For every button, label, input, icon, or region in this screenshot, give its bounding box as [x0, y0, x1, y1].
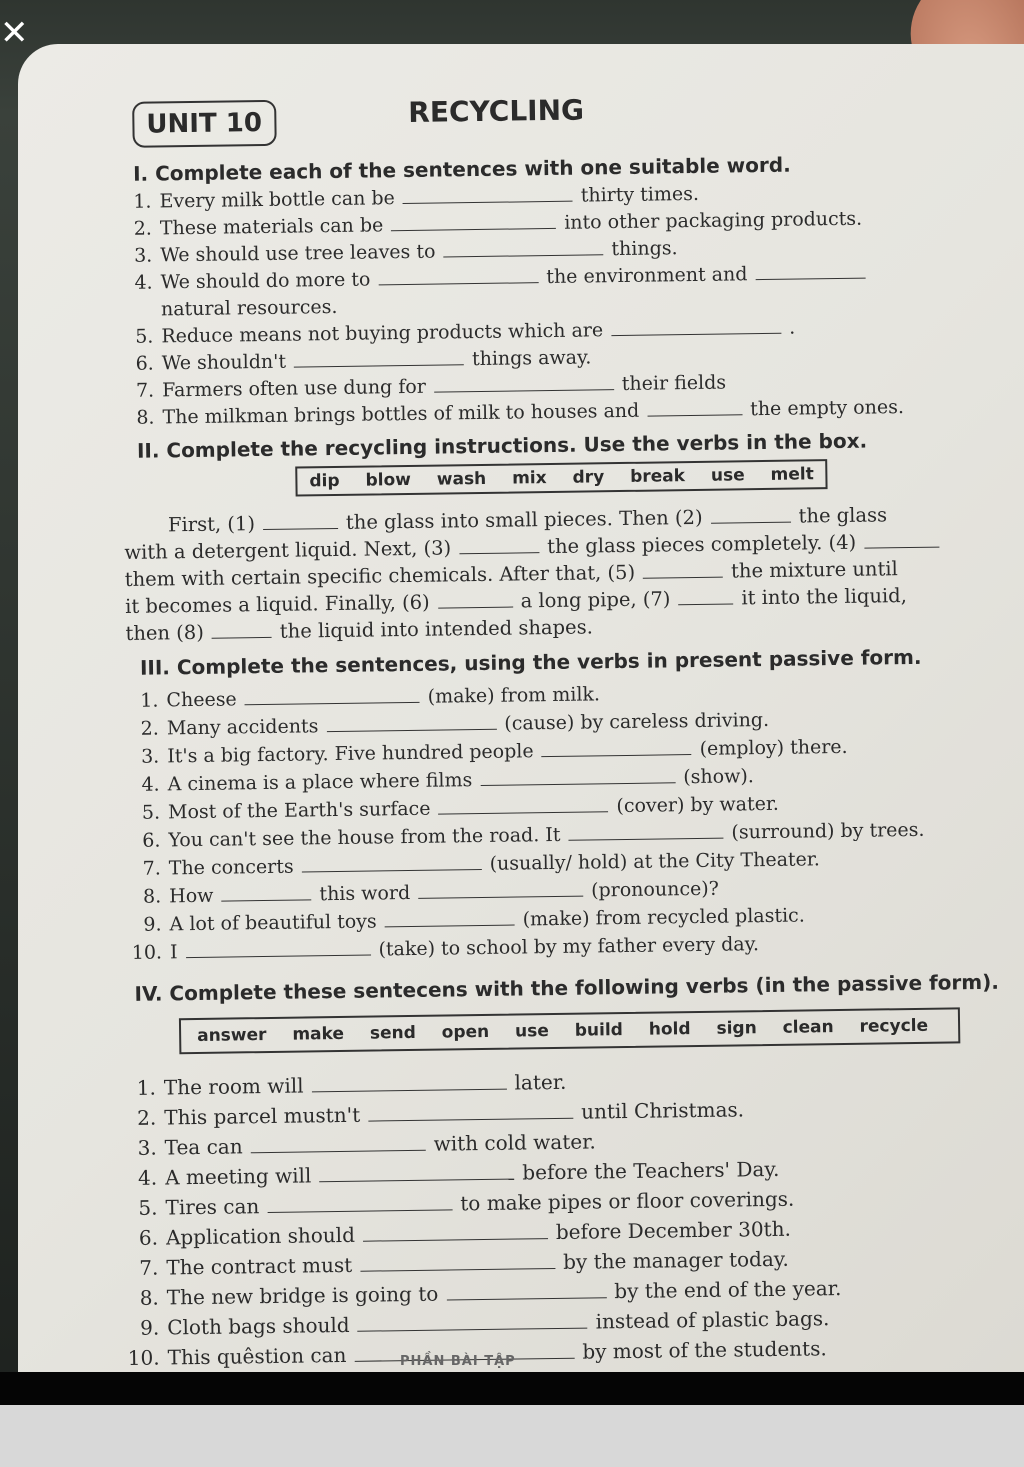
answer-blank[interactable]	[611, 319, 781, 336]
para-text: it becomes a liquid. Finally, (6)	[124, 590, 430, 618]
s4-item-5	[125, 1187, 794, 1220]
item-text: A meeting will	[164, 1163, 312, 1190]
item-text: You can't see the house from the road. It	[168, 823, 561, 852]
verb: clean	[782, 1017, 834, 1038]
s1-item-4-cont	[121, 296, 338, 321]
item-text: I	[169, 941, 178, 964]
item-text: Tires can	[165, 1194, 260, 1220]
item-text: We should do more to	[160, 268, 371, 294]
item-number: 5.	[138, 1195, 158, 1220]
para-text: a long pipe, (7)	[520, 587, 671, 613]
item-text-end: instead of plastic bags.	[595, 1306, 830, 1334]
item-text-end: by the manager today.	[562, 1246, 789, 1274]
item-text: We shouldn't	[161, 350, 287, 375]
answer-blank[interactable]	[368, 1104, 573, 1122]
item-text-end: (make) from milk.	[427, 683, 601, 708]
s4-item-4	[125, 1157, 780, 1190]
item-text: The new bridge is going to	[166, 1281, 439, 1310]
answer-blank[interactable]	[294, 350, 464, 367]
item-text: Reduce means not buying products which are	[161, 319, 604, 348]
para-text: with a detergent liquid. Next, (3)	[124, 536, 452, 564]
item-number: 2.	[140, 717, 160, 740]
item-number: 1.	[136, 1075, 157, 1100]
item-number: 9.	[143, 913, 162, 936]
answer-blank[interactable]	[418, 882, 583, 899]
item-text: We should use tree leaves to	[160, 240, 436, 267]
item-text-end: .	[788, 316, 796, 339]
answer-blank-8[interactable]	[212, 623, 272, 639]
photo-bottom-edge	[0, 1372, 1024, 1405]
page-footer-text: PHẦN BÀI TẬP	[400, 1354, 516, 1369]
item-text-end: by most of the students.	[582, 1336, 827, 1364]
s1-item-1	[119, 183, 699, 213]
item-text-end: things.	[611, 237, 678, 261]
item-number: 7.	[139, 1255, 159, 1280]
section-2-heading: II. Complete the recycling instructions. Use the verbs in the box.	[136, 428, 868, 463]
s3-item-2	[127, 709, 769, 740]
item-text: Application should	[165, 1222, 356, 1250]
verb: use	[514, 1021, 550, 1042]
item-text-end: before December 30th.	[555, 1216, 792, 1244]
item-number: 6.	[135, 352, 154, 375]
answer-blank[interactable]	[302, 855, 482, 873]
para-text: the mixture until	[730, 557, 898, 583]
item-number: 6.	[138, 1225, 159, 1250]
item-text: These materials can be	[159, 214, 384, 240]
item-text-end: thirty times.	[580, 182, 700, 207]
verb: wash	[436, 468, 487, 490]
answer-blank[interactable]	[245, 688, 420, 705]
close-icon[interactable]: ✕	[0, 13, 29, 53]
item-number: 8.	[139, 1285, 159, 1310]
verb-box-4	[179, 1007, 960, 1054]
answer-blank[interactable]	[185, 941, 370, 959]
answer-blank[interactable]	[480, 768, 675, 786]
item-text: Every milk bottle can be	[159, 187, 395, 213]
answer-blank-6[interactable]	[438, 593, 513, 609]
item-text-end: things away.	[471, 346, 592, 371]
answer-blank[interactable]	[434, 375, 614, 393]
unit-label: UNIT 10	[132, 100, 276, 148]
s4-item-2	[124, 1097, 744, 1130]
para-text: First, (1)	[167, 512, 256, 537]
item-text-end: (surround) by trees.	[731, 818, 925, 844]
item-text-end: until Christmas.	[580, 1097, 745, 1124]
answer-blank[interactable]	[385, 911, 515, 928]
s1-item-3	[120, 237, 678, 267]
s3-item-9	[129, 904, 804, 935]
para-text: the glass into small pieces. Then (2)	[345, 505, 703, 534]
item-text-end: (usually/ hold) at the City Theater.	[489, 848, 821, 875]
answer-blank[interactable]	[403, 187, 573, 204]
s1-item-6	[122, 346, 592, 375]
item-number: 3.	[137, 1135, 157, 1160]
section-3-heading: III. Complete the sentences, using the verbs in present passive form.	[139, 644, 922, 680]
answer-blank[interactable]	[221, 885, 311, 901]
item-text: A cinema is a place where films	[167, 769, 473, 796]
s4-item-1	[124, 1070, 567, 1100]
worksheet-page	[18, 44, 1024, 1372]
item-text: natural resources.	[160, 295, 338, 321]
item-text-end: with cold water.	[433, 1129, 596, 1156]
s3-item-5	[128, 793, 779, 824]
verb: blow	[365, 469, 412, 491]
item-text: Tea can	[164, 1134, 243, 1160]
answer-blank[interactable]	[311, 1075, 506, 1093]
item-number: 6.	[142, 829, 161, 852]
verb: hold	[648, 1019, 691, 1040]
item-number: 10.	[127, 1345, 160, 1370]
verb: recycle	[859, 1015, 929, 1037]
item-text-end: (make) from recycled plastic.	[522, 904, 805, 931]
s3-item-6	[128, 819, 924, 852]
s4-item-6	[126, 1217, 791, 1250]
s1-item-2	[120, 208, 863, 240]
s4-item-9	[127, 1306, 830, 1340]
answer-blank-7[interactable]	[678, 589, 733, 605]
answer-blank[interactable]	[446, 1283, 606, 1300]
item-text-end: the environment and	[546, 263, 748, 289]
item-text-end: (employ) there.	[699, 735, 848, 760]
s1-item-5	[121, 317, 795, 348]
item-number: 2.	[133, 217, 153, 240]
item-text-end: (cause) by careless driving.	[504, 708, 770, 735]
s3-item-1	[126, 683, 600, 712]
verb: dip	[309, 470, 340, 492]
item-number: 1.	[140, 689, 159, 712]
item-number: 8.	[136, 406, 155, 429]
s2-line-5	[125, 615, 593, 645]
item-number: 1.	[133, 190, 152, 213]
answer-blank[interactable]	[443, 240, 603, 257]
s1-item-7	[122, 372, 726, 402]
verb: open	[441, 1021, 490, 1043]
para-text: the liquid into intended shapes.	[279, 615, 593, 643]
answer-blank-5[interactable]	[643, 563, 723, 579]
item-number: 3.	[133, 244, 153, 267]
answer-blank[interactable]	[326, 715, 496, 732]
item-number: 3.	[140, 745, 160, 768]
item-text: The room will	[163, 1073, 304, 1100]
item-number: 7.	[142, 857, 161, 880]
s3-item-8	[129, 878, 719, 908]
s1-item-8	[122, 396, 904, 429]
page-title: RECYCLING	[408, 93, 585, 129]
answer-blank[interactable]	[378, 268, 538, 285]
item-number: 4.	[137, 1165, 158, 1190]
item-text-end: (take) to school by my father every day.	[378, 933, 760, 961]
item-number: 9.	[139, 1315, 160, 1340]
verb: mix	[512, 468, 547, 489]
item-number: 5.	[141, 801, 161, 824]
item-number: 2.	[137, 1105, 157, 1130]
item-text-end: to make pipes or floor coverings.	[460, 1186, 795, 1216]
item-number: 7.	[135, 379, 155, 402]
item-text: How	[169, 884, 214, 908]
item-text-end: the empty ones.	[750, 396, 905, 421]
item-text-end: by the end of the year.	[614, 1276, 842, 1304]
item-text-end: (show).	[683, 765, 755, 789]
answer-blank[interactable]	[391, 214, 556, 231]
s3-item-7	[129, 848, 820, 880]
s4-item-3	[125, 1129, 596, 1160]
item-text-end: their fields	[621, 371, 727, 395]
s4-item-8	[127, 1276, 842, 1310]
verb: build	[574, 1020, 624, 1041]
answer-blank[interactable]	[568, 824, 723, 841]
item-text: The milkman brings bottles of milk to houses and	[162, 399, 640, 429]
answer-blank-4[interactable]	[864, 533, 939, 549]
answer-blank[interactable]	[360, 1254, 555, 1272]
item-text-mid: this word	[319, 881, 411, 906]
item-text: Farmers often use dung for	[161, 375, 427, 402]
answer-blank[interactable]	[647, 400, 742, 416]
answer-blank[interactable]	[542, 740, 692, 757]
item-text: This quêstion can	[167, 1342, 347, 1370]
verb: melt	[770, 464, 814, 485]
section-1-heading: I. Complete each of the sentences with one suitable word.	[132, 152, 791, 186]
item-text-end: into other packaging products.	[564, 207, 863, 234]
item-text: It's a big factory. Five hundred people	[167, 740, 534, 768]
item-number: 8.	[142, 885, 162, 908]
verb: send	[369, 1022, 416, 1044]
item-text: Most of the Earth's surface	[167, 797, 431, 824]
item-text: The contract must	[166, 1252, 353, 1280]
item-text: A lot of beautiful toys	[169, 910, 377, 936]
s3-item-10	[130, 933, 759, 964]
item-number: 4.	[141, 773, 160, 796]
para-text: the glass pieces completely. (4)	[546, 530, 857, 559]
answer-blank[interactable]	[363, 1224, 548, 1242]
answer-blank-1[interactable]	[263, 514, 338, 530]
item-text-end: (cover) by water.	[616, 792, 780, 818]
answer-blank[interactable]	[251, 1136, 426, 1153]
verb-box-2	[295, 459, 828, 496]
para-text: it into the liquid,	[741, 584, 908, 610]
s4-item-7	[126, 1247, 789, 1280]
para-text: the glass	[798, 503, 888, 528]
item-number: 10.	[131, 941, 163, 964]
verb: use	[710, 465, 745, 486]
verb: break	[629, 466, 686, 487]
s3-item-4	[127, 765, 754, 796]
s1-item-4	[120, 261, 873, 294]
item-number: 5.	[135, 325, 154, 348]
section-4-heading: IV. Complete these sentecens with the following verbs (in the passive form).	[134, 969, 1000, 1006]
answer-blank[interactable]	[319, 1165, 514, 1183]
item-text: This parcel mustn't	[164, 1102, 361, 1130]
verb: make	[292, 1023, 345, 1045]
answer-blank[interactable]	[267, 1195, 452, 1213]
item-text: Many accidents	[166, 715, 319, 740]
para-text: them with certain specific chemicals. After that, (5)	[124, 560, 636, 591]
verb: dry	[572, 467, 605, 488]
para-text: then (8)	[125, 620, 205, 645]
answer-blank[interactable]	[438, 797, 608, 814]
answer-blank-2[interactable]	[710, 508, 790, 524]
answer-blank-3[interactable]	[459, 538, 539, 554]
item-text-end: (pronounce)?	[590, 877, 720, 902]
s3-item-3	[127, 736, 848, 768]
item-text-end: later.	[514, 1069, 567, 1095]
answer-blank[interactable]	[755, 264, 865, 281]
item-text-end: before the Teachers' Day.	[522, 1156, 780, 1185]
answer-blank[interactable]	[358, 1314, 588, 1332]
item-text: Cheese	[166, 688, 237, 712]
item-number: 4.	[134, 271, 153, 294]
verb: answer	[197, 1025, 267, 1046]
item-text: Cloth bags should	[167, 1312, 350, 1340]
verb: sign	[716, 1018, 757, 1039]
item-text: The concerts	[168, 855, 294, 880]
